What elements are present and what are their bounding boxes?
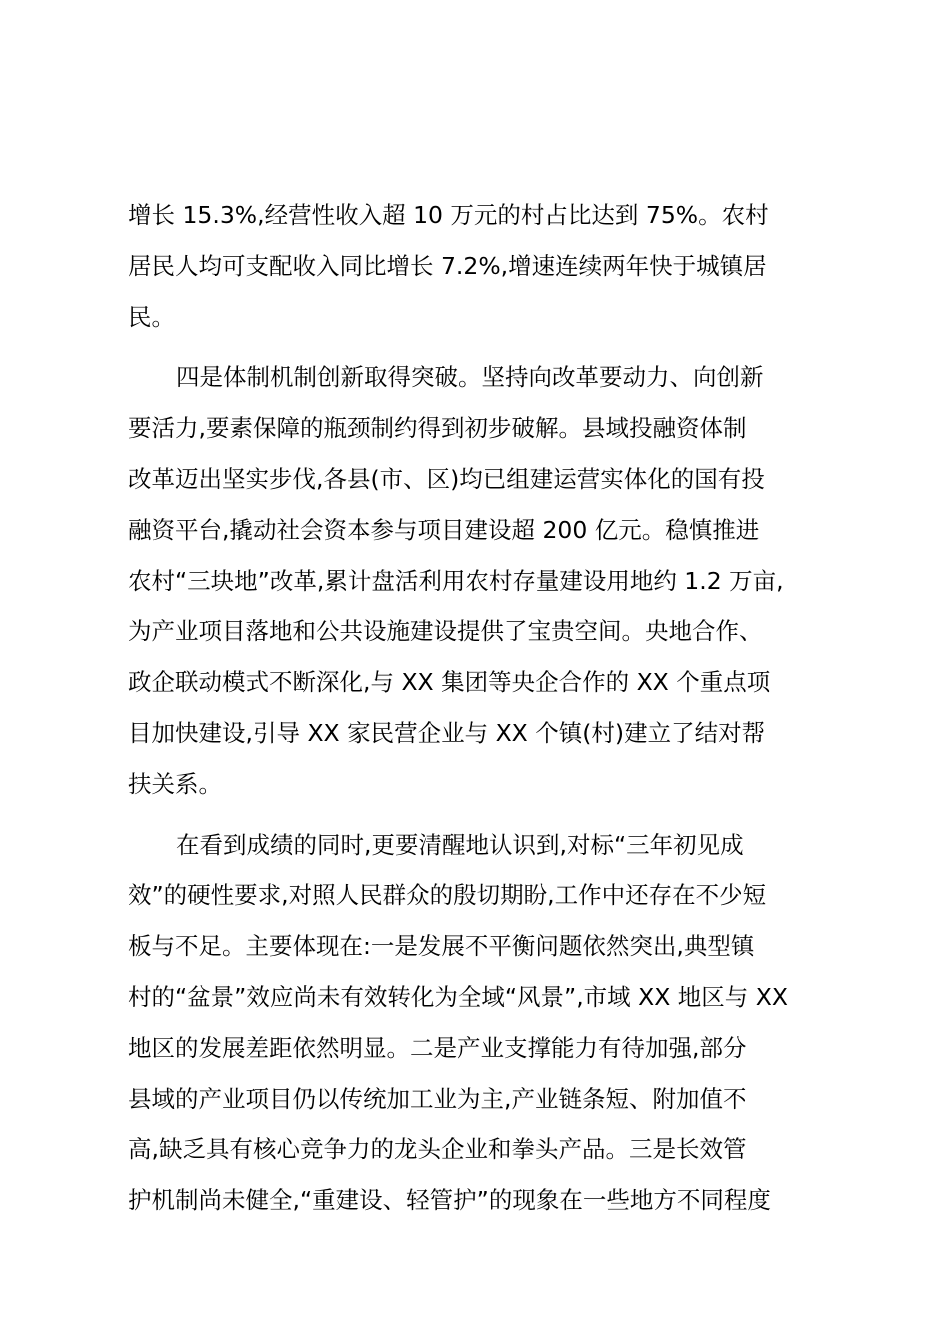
text-line: 扶关系。	[128, 769, 222, 798]
text-line: 要活力,要素保障的瓶颈制约得到初步破解。县域投融资体制	[128, 414, 747, 443]
text-line: 县域的产业项目仍以传统加工业为主,产业链条短、附加值不	[128, 1084, 747, 1113]
paragraph-shortcomings	[128, 820, 828, 1226]
text-line: 效”的硬性要求,对照人民群众的殷切期盼,工作中还存在不少短	[128, 881, 767, 910]
paragraph-income-growth	[128, 190, 828, 342]
text-line: 政企联动模式不断深化,与 XX 集团等央企合作的 XX 个重点项	[128, 668, 771, 697]
text-line: 地区的发展差距依然明显。二是产业支撑能力有待加强,部分	[128, 1033, 747, 1062]
text-line: 板与不足。主要体现在:一是发展不平衡问题依然突出,典型镇	[128, 932, 755, 961]
text-line: 目加快建设,引导 XX 家民营企业与 XX 个镇(村)建立了结对帮	[128, 718, 766, 747]
document-body	[128, 190, 828, 1236]
text-line: 高,缺乏具有核心竞争力的龙头企业和拳头产品。三是长效管	[128, 1135, 747, 1164]
text-line: 护机制尚未健全,“重建设、轻管护”的现象在一些地方不同程度	[128, 1186, 771, 1215]
text-line: 改革迈出坚实步伐,各县(市、区)均已组建运营实体化的国有投	[128, 464, 765, 493]
text-line: 增长 15.3%,经营性收入超 10 万元的村占比达到 75%。农村	[128, 201, 769, 229]
text-line: 在看到成绩的同时,更要清醒地认识到,对标“三年初见成	[176, 830, 744, 859]
text-line: 四是体制机制创新取得突破。坚持向改革要动力、向创新	[176, 363, 764, 392]
paragraph-institutional-innovation	[128, 352, 828, 809]
text-line: 农村“三块地”改革,累计盘活利用农村存量建设用地约 1.2 万亩,	[128, 566, 784, 595]
text-line: 融资平台,撬动社会资本参与项目建设超 200 亿元。稳慎推进	[128, 515, 760, 544]
text-line: 民。	[128, 302, 175, 331]
text-line: 为产业项目落地和公共设施建设提供了宝贵空间。央地合作、	[128, 617, 763, 646]
text-line: 村的“盆景”效应尚未有效转化为全域“风景”,市域 XX 地区与 XX	[128, 982, 788, 1011]
text-line: 居民人均可支配收入同比增长 7.2%,增速连续两年快于城镇居	[128, 251, 767, 280]
